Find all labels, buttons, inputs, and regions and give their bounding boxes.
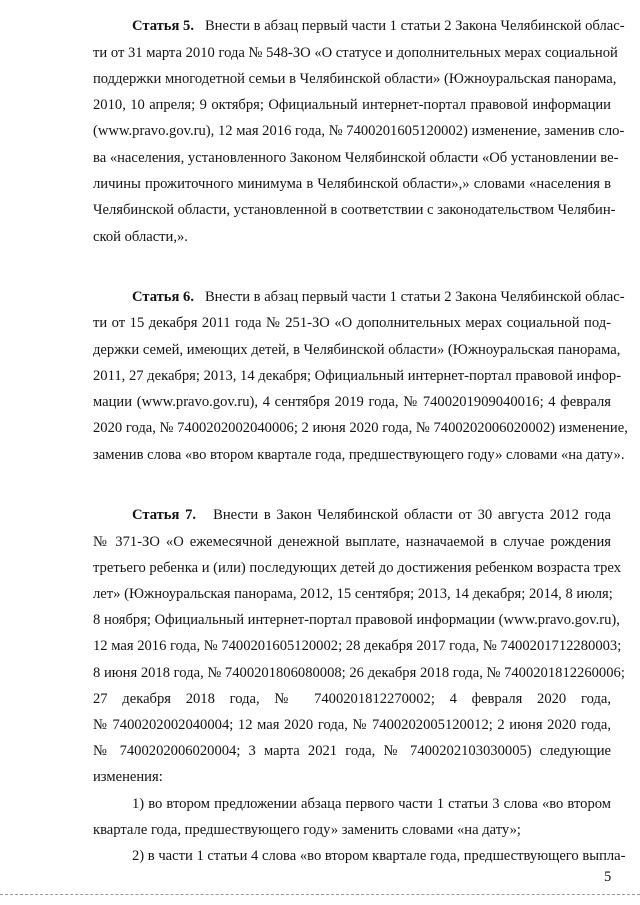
article-5-line-4: 2010, 10 апреля; 9 октября; Официальный интернет-портал правовой информации bbox=[93, 97, 611, 113]
article-7-line-2: № 371-ЗО «О ежемесячной денежной выплате, назначаемой в случае рождения bbox=[93, 534, 611, 550]
article-6-line-2: ти от 15 декабря 2011 года № 251-ЗО «О дополнительных мерах социальной под- bbox=[93, 315, 611, 331]
article-7-item-1-line-2: квартале года, предшествующего году» заменить словами «на дату»; bbox=[93, 822, 521, 838]
article-7-text: Внести в Закон Челябинской области от 30 августа 2012 года bbox=[213, 507, 611, 523]
article-6-line-5: мации (www.pravo.gov.ru), 4 сентября 2019 года, № 7400201909040016; 4 февраля bbox=[93, 394, 611, 410]
article-6-line-4: 2011, 27 декабря; 2013, 14 декабря; Официальный интернет-портал правовой инфор- bbox=[93, 368, 622, 384]
article-7-line-7: 8 июня 2018 года, № 7400201806080008; 26 декабря 2018 года, № 7400201812260006; bbox=[93, 665, 625, 681]
article-7-line-1 bbox=[132, 506, 611, 525]
article-7-line-4: лет» (Южноуральская панорама, 2012, 15 сентября; 2013, 14 декабря; 2014, 8 июля; bbox=[93, 586, 613, 602]
article-6-line-7: заменив слова «во втором квартале года, предшествующего году» словами «на дату». bbox=[93, 447, 625, 463]
article-7-line-6: 12 мая 2016 года, № 7400201605120002; 28 декабря 2017 года, № 7400201712280003; bbox=[93, 638, 622, 654]
article-7-line-10: № 7400202006020004; 3 марта 2021 года, № 7400202103030005) следующие bbox=[93, 743, 611, 759]
article-5-heading: Статья 5. bbox=[132, 18, 194, 34]
article-7-line-3: третьего ребенка и (или) последующих детей до достижения ребенком возраста трех bbox=[93, 560, 622, 576]
article-7-heading: Статья 7. bbox=[132, 507, 197, 523]
article-5-line-1 bbox=[132, 17, 625, 36]
page-bottom-rule bbox=[0, 894, 640, 895]
article-7-line-5: 8 ноября; Официальный интернет-портал правовой информации (www.pravo.gov.ru), bbox=[93, 612, 620, 628]
article-5-line-8: Челябинской области, установленной в соответствии с законодательством Челябин- bbox=[93, 202, 616, 218]
page-number: 5 bbox=[604, 869, 612, 885]
article-5-line-6: ва «населения, установленного Законом Челябинской области «Об установлении ве- bbox=[93, 150, 619, 166]
article-6-line-3: держки семей, имеющих детей, в Челябинской области» (Южноуральская панорама, bbox=[93, 342, 621, 358]
article-5-line-7: личины прожиточного минимума в Челябинской области»,» словами «населения в bbox=[93, 176, 611, 192]
article-5-line-2: ти от 31 марта 2010 года № 548-ЗО «О статусе и дополнительных мерах социальной bbox=[93, 45, 618, 61]
article-5-text: Внести в абзац первый части 1 статьи 2 Закона Челябинской облас- bbox=[204, 18, 625, 34]
article-6-line-6: 2020 года, № 7400202002040006; 2 июня 2020 года, № 7400202006020002) изменение, bbox=[93, 420, 628, 436]
article-7-item-2-line-1: 2) в части 1 статьи 4 слова «во втором квартале года, предшествующего выпла- bbox=[132, 848, 626, 864]
article-7-line-8: 27 декабря 2018 года, № 7400201812270002; 4 февраля 2020 года, bbox=[93, 691, 611, 707]
article-7-line-11: изменения: bbox=[93, 769, 163, 785]
article-6-heading: Статья 6. bbox=[132, 289, 194, 305]
article-7-item-1-line-1: 1) во втором предложении абзаца первого части 1 статьи 3 слова «во втором bbox=[132, 796, 611, 812]
article-6-line-1 bbox=[132, 288, 625, 307]
article-5-line-9: ской области,». bbox=[93, 229, 188, 245]
article-6-text: Внести в абзац первый части 1 статьи 2 Закона Челябинской облас- bbox=[204, 289, 625, 305]
article-7-line-9: № 7400202002040004; 12 мая 2020 года, № 7400202005120012; 2 июня 2020 года, bbox=[93, 717, 611, 733]
article-5-line-3: поддержки многодетной семьи в Челябинской области» (Южноуральская панорама, bbox=[93, 71, 617, 87]
article-5-line-5: (www.pravo.gov.ru), 12 мая 2016 года, № 7400201605120002) изменение, заменив сло- bbox=[93, 123, 625, 139]
